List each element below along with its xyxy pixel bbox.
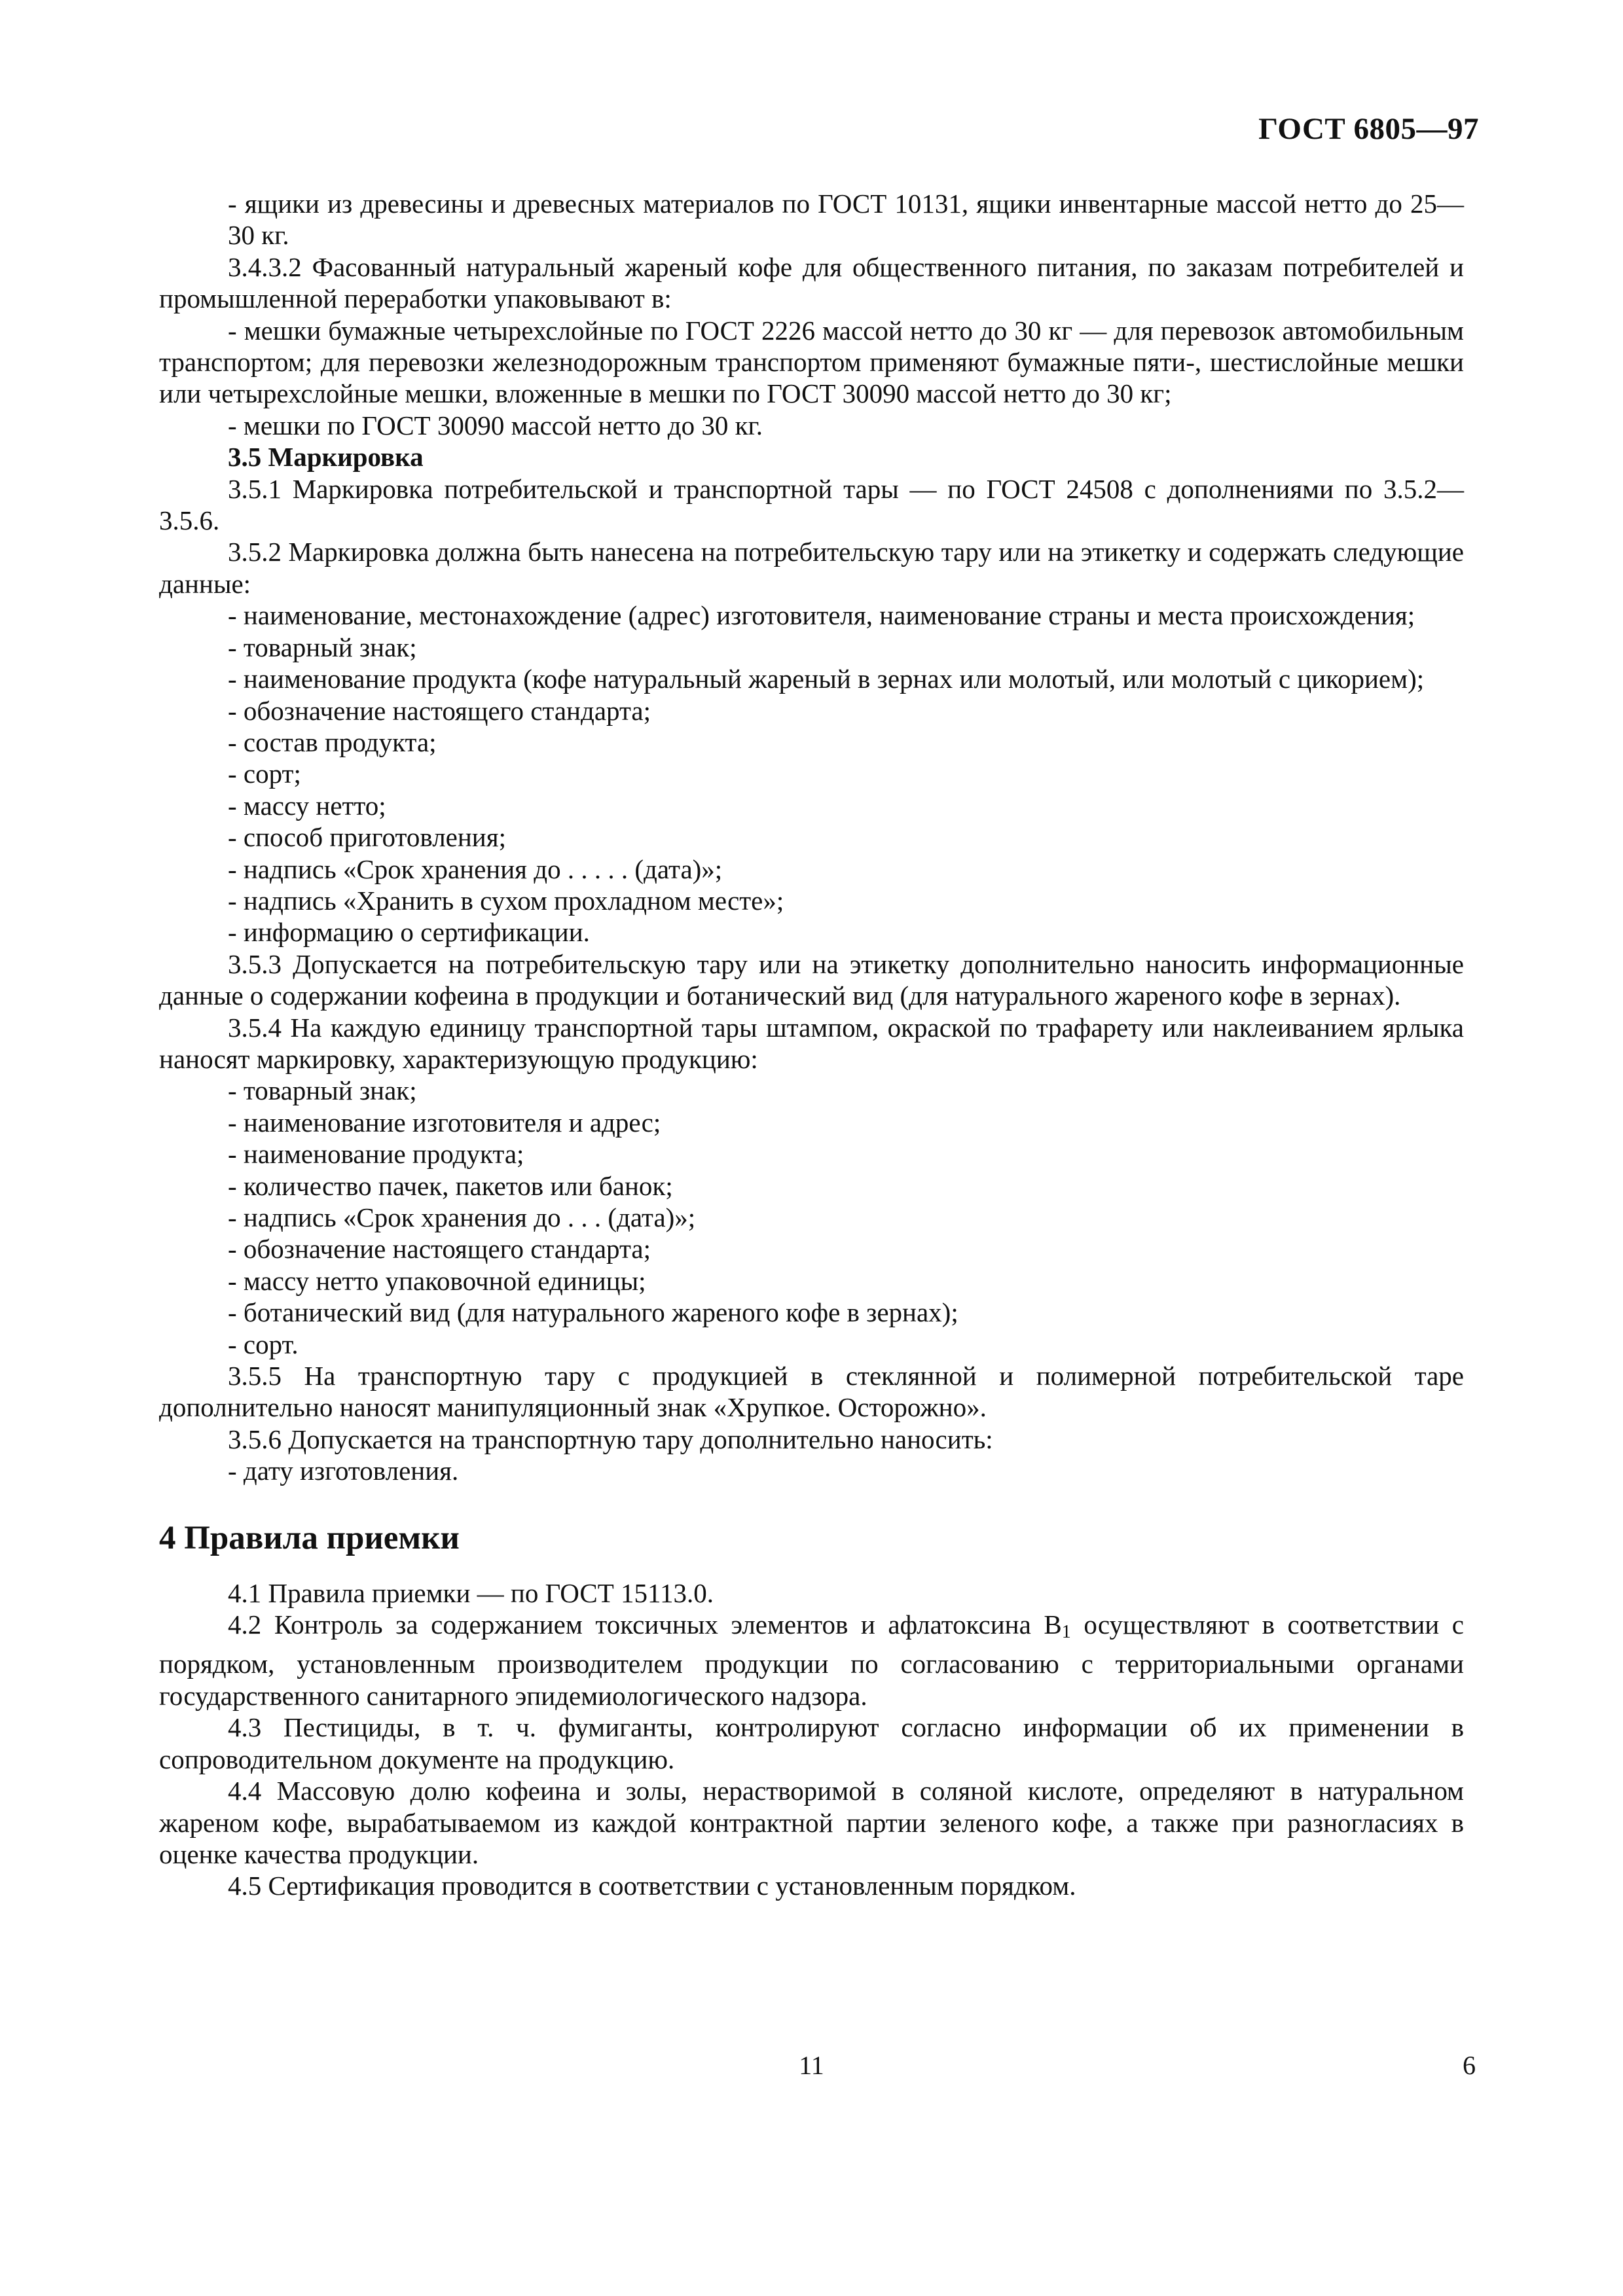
paragraph: - обозначение настоящего стандарта;: [228, 695, 651, 726]
paragraph: - мешки бумажные четырехслойные по ГОСТ 2226 массой нетто до 30 кг — для перевозок автомобильным транспортом; для перевозки железнодорожным транспортом применяют бумажные пяти-, шестислойные мешки или четырехслойные мешки, вложенные в мешки по ГОСТ 30090 массой нетто до 30 кг;: [159, 315, 1464, 409]
paragraph: 3.5.4 На каждую единицу транспортной тары штампом, окраской по трафарету или наклеиванием ярлыка наносят маркировку, характеризующую продукцию:: [159, 1012, 1464, 1074]
section-4-title: 4 Правила приемки: [159, 1519, 460, 1556]
paragraph: - массу нетто упаковочной единицы;: [228, 1265, 646, 1296]
paragraph: - сорт;: [228, 759, 301, 789]
paragraph: - количество пачек, пакетов или банок;: [228, 1170, 673, 1201]
paragraph: 3.5.3 Допускается на потребительскую тару или на этикетку дополнительно наносить информационные данные о содержании кофеина в продукции и ботанический вид (для натурального жареного кофе в зернах).: [159, 948, 1464, 1011]
section-3-text: [159, 188, 1464, 1487]
paragraph: - товарный знак;: [228, 632, 417, 662]
paragraph: 3.5.6 Допускается на транспортную тару дополнительно наносить:: [228, 1424, 993, 1454]
paragraph: - наименование изготовителя и адрес;: [228, 1107, 661, 1138]
paragraph: - способ приготовления;: [228, 822, 506, 853]
paragraph: - товарный знак;: [228, 1075, 417, 1106]
page-number-center: 11: [799, 2051, 824, 2080]
paragraph: 3.5 Маркировка: [228, 442, 424, 473]
paragraph: - информацию о сертификации.: [228, 917, 590, 948]
paragraph: 3.5.1 Маркировка потребительской и транспортной тары — по ГОСТ 24508 с дополнениями по 3.5.2—3.5.6.: [159, 473, 1464, 536]
paragraph-4-4: 4.4 Массовую долю кофеина и золы, нерастворимой в соляной кислоте, определяют в натуральном жареном кофе, вырабатываемом из каждой контрактной партии зеленого кофе, а также при разногласиях в оценке качества продукции.: [159, 1776, 1464, 1869]
paragraph: - наименование продукта;: [228, 1139, 524, 1170]
paragraph: 3.4.3.2 Фасованный натуральный жареный кофе для общественного питания, по заказам потребителей и промышленной переработки упаковывают в:: [159, 251, 1464, 314]
paragraph: 3.5.5 На транспортную тару с продукцией в стеклянной и полимерной потребительской таре дополнительно наносят манипуляционный знак «Хрупкое. Осторожно».: [159, 1361, 1464, 1423]
paragraph: - надпись «Хранить в сухом прохладном месте»;: [228, 885, 784, 916]
paragraph: - дату изготовления.: [228, 1456, 459, 1486]
paragraph-4-1: 4.1 Правила приемки — по ГОСТ 15113.0.: [228, 1577, 714, 1608]
paragraph-4-5: 4.5 Сертификация проводится в соответствии с установленным порядком.: [228, 1871, 1076, 1901]
paragraph: 3.5.2 Маркировка должна быть нанесена на потребительскую тару или на этикетку и содержать следующие данные:: [159, 537, 1464, 599]
paragraph: - обозначение настоящего стандарта;: [228, 1234, 651, 1265]
subscript-1: 1: [1061, 1622, 1071, 1643]
paragraph: - массу нетто;: [228, 790, 386, 821]
paragraph-4-2-rest: осуществляют в соответствии с порядком, установленным производителем продукции по согласованию с территориальными органами государственного санитарного эпидемиологического надзора.: [159, 1609, 1465, 1711]
paragraph: - сорт.: [228, 1329, 299, 1359]
paragraph: - ботанический вид (для натурального жареного кофе в зернах);: [228, 1297, 958, 1328]
paragraph: - надпись «Срок хранения до . . . . . (дата)»;: [228, 853, 723, 884]
page-number-right: 6: [1463, 2051, 1476, 2080]
paragraph-4-2-start: 4.2 Контроль за содержанием токсичных элементов и афлатоксина В: [228, 1609, 1062, 1640]
paragraph-4-3: 4.3 Пестициды, в т. ч. фумиганты, контролируют согласно информации об их применении в сопроводительном документе на продукцию.: [159, 1712, 1464, 1774]
paragraph-4-2: [159, 1609, 1464, 1712]
paragraph: - наименование, местонахождение (адрес) изготовителя, наименование страны и места происхождения;: [228, 600, 1415, 631]
document-code-header: ГОСТ 6805—97: [1258, 112, 1479, 146]
paragraph: - ящики из древесины и древесных материалов по ГОСТ 10131, ящики инвентарные массой нетто до 25—30 кг.: [228, 188, 1464, 251]
paragraph: - надпись «Срок хранения до . . . (дата)»;: [228, 1202, 696, 1232]
paragraph: - состав продукта;: [228, 726, 437, 757]
paragraph: - мешки по ГОСТ 30090 массой нетто до 30 кг.: [228, 410, 763, 440]
paragraph: - наименование продукта (кофе натуральный жареный в зернах или молотый, или молотый с цикорием);: [228, 664, 1425, 694]
document-body: [159, 188, 1464, 1902]
